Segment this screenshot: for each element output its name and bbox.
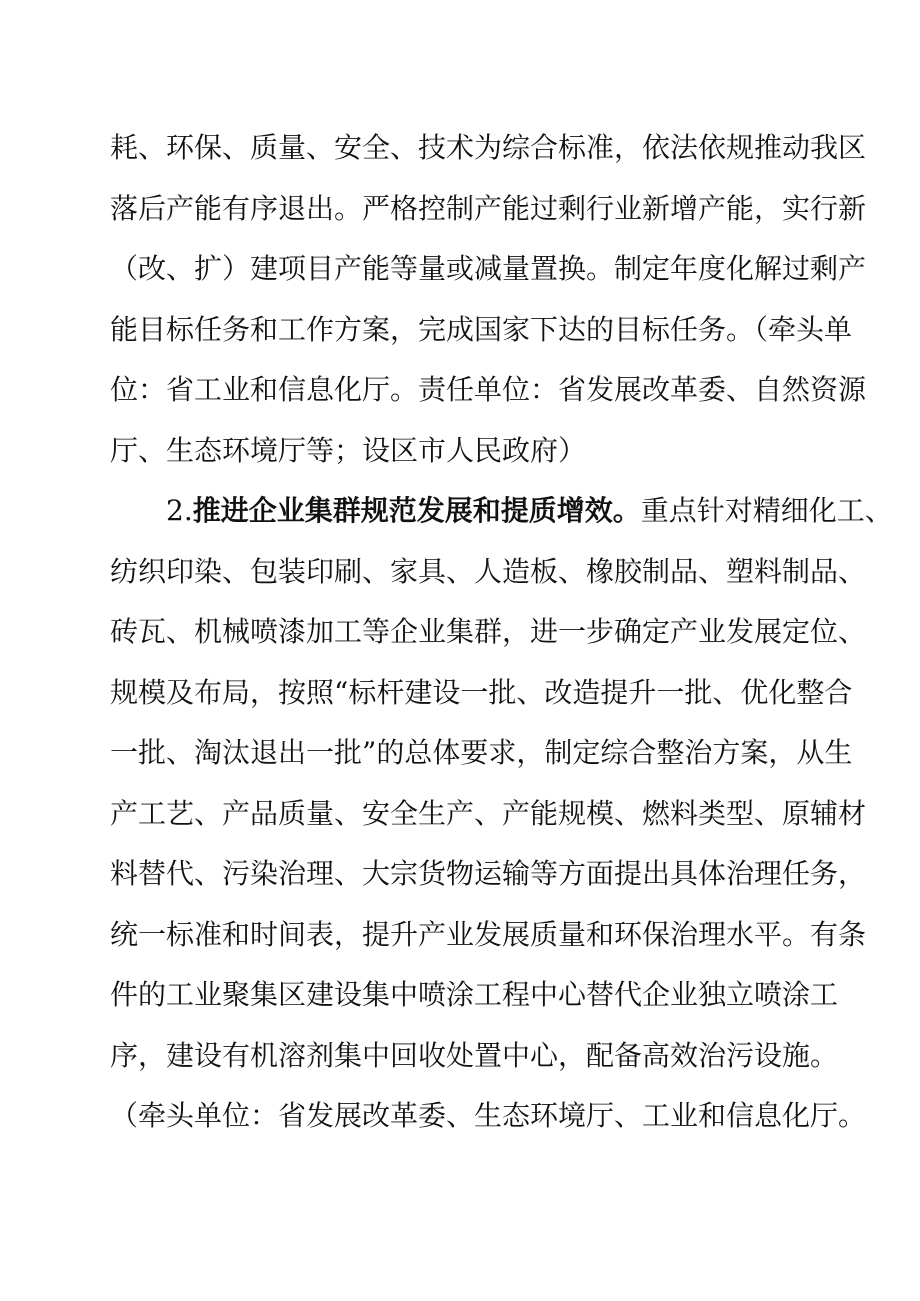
text-line: 耗、环保、质量、安全、技术为综合标准，依法依规推动我区 — [110, 131, 867, 164]
text-line: 纺织印染、包装印刷、家具、人造板、橡胶制品、塑料制品、 — [110, 554, 867, 588]
text-line: 位：省工业和信息化厅。责任单位：省发展改革委、自然资源 — [110, 373, 867, 406]
text-line: 件的工业聚集区建设集中喷涂工程中心替代企业独立喷涂工 — [110, 978, 839, 1011]
text-line: 规模及布局，按照“标杆建设一批、改造提升一批、优化整合 — [110, 675, 853, 709]
item-number: 2. — [166, 494, 193, 527]
text-line: 料替代、污染治理、大宗货物运输等方面提出具体治理任务， — [110, 857, 867, 890]
text-line: 厅、生态环境厅等；设区市人民政府） — [110, 433, 587, 467]
text-segment: 重点针对精细化工、 — [640, 494, 893, 527]
text-line: 产工艺、产品质量、安全生产、产能规模、燃料类型、原辅材 — [110, 796, 867, 830]
item-heading: 推进企业集群规范发展和提质增效。 — [192, 494, 641, 527]
text-line: 序，建设有机溶剂集中回收处置中心，配备高效治污设施。 — [110, 1038, 839, 1072]
text-line: 落后产能有序退出。严格控制产能过剩行业新增产能，实行新 — [110, 191, 867, 225]
text-line: 一批、淘汰退出一批”的总体要求，制定综合整治方案，从生 — [110, 736, 853, 769]
item-2-first-line — [110, 481, 893, 542]
text-line: （牵头单位：省发展改革委、生态环境厅、工业和信息化厅。 — [110, 1099, 867, 1132]
text-line: 能目标任务和工作方案，完成国家下达的目标任务。（牵头单 — [110, 312, 853, 346]
text-line: （改、扩）建项目产能等量或减量置换。制定年度化解过剩产 — [110, 252, 867, 285]
text-line: 统一标准和时间表，提升产业发展质量和环保治理水平。有条 — [110, 917, 867, 951]
body-text — [110, 118, 893, 1147]
text-line: 砖瓦、机械喷漆加工等企业集群，进一步确定产业发展定位、 — [110, 615, 867, 648]
